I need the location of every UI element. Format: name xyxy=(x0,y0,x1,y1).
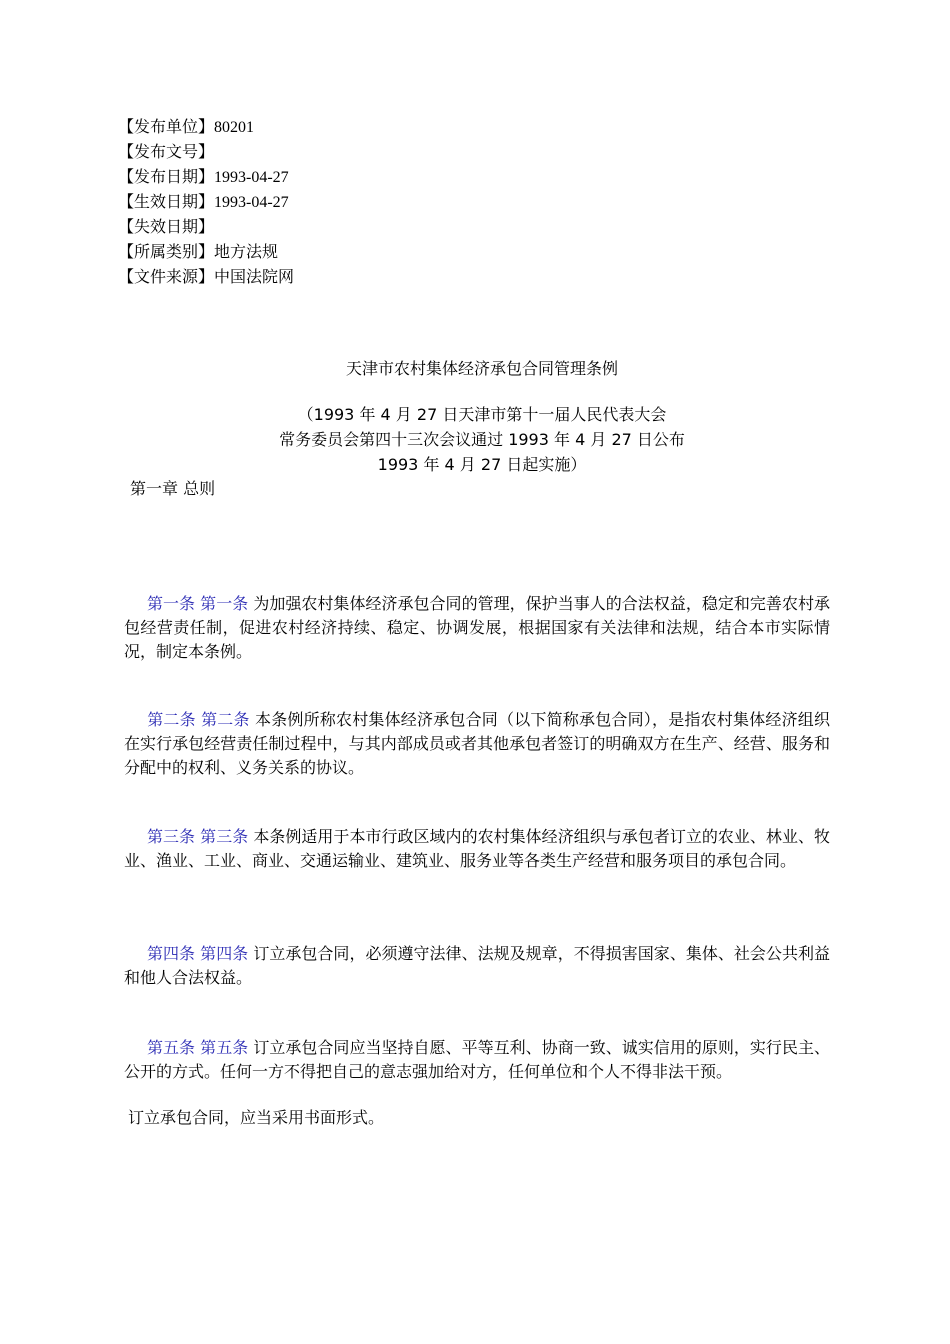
meta-source-label: 【文件来源】 xyxy=(118,267,215,286)
meta-publish-date-label: 【发布日期】 xyxy=(118,167,215,186)
meta-effective-date xyxy=(118,189,294,214)
document-subtitle-line2: 常务委员会第四十三次会议通过 1993 年 4 月 27 日公布 xyxy=(279,430,685,449)
meta-publisher xyxy=(118,114,294,139)
meta-category xyxy=(118,239,294,264)
meta-effective-date-value: 1993-04-27 xyxy=(214,194,289,211)
article-4-label: 第四条 第四条 xyxy=(147,944,249,963)
meta-publisher-label: 【发布单位】 xyxy=(118,117,215,136)
article-3-text: 本条例适用于本市行政区域内的农村集体经济组织与承包者订立的农业、林业、牧业、渔业、工业、商业、交通运输业、建筑业、服务业等各类生产经营和服务项目的承包合同。 xyxy=(124,827,830,870)
meta-expiry-date-label: 【失效日期】 xyxy=(118,217,215,236)
meta-category-value: 地方法规 xyxy=(214,242,279,261)
article-1 xyxy=(124,592,830,664)
article-4-text: 订立承包合同，必须遵守法律、法规及规章，不得损害国家、集体、社会公共利益和他人合法权益。 xyxy=(124,944,830,987)
article-5 xyxy=(124,1036,830,1084)
document-subtitle-line3: 1993 年 4 月 27 日起实施） xyxy=(377,455,587,474)
article-1-label: 第一条 第一条 xyxy=(147,594,249,613)
article-1-text: 为加强农村集体经济承包合同的管理，保护当事人的合法权益，稳定和完善农村承包经营责任制，促进农村经济持续、稳定、协调发展，根据国家有关法律和法规，结合本市实际情况，制定本条例。 xyxy=(124,594,830,661)
article-4 xyxy=(124,942,830,990)
meta-effective-date-label: 【生效日期】 xyxy=(118,192,215,211)
document-metadata xyxy=(118,114,294,289)
meta-publisher-value: 80201 xyxy=(214,119,255,136)
meta-doc-number-label: 【发布文号】 xyxy=(118,142,215,161)
document-subtitle-line1: （1993 年 4 月 27 日天津市第十一届人民代表大会 xyxy=(297,405,667,424)
meta-expiry-date xyxy=(118,214,294,239)
article-2-label: 第二条 第二条 xyxy=(147,710,250,729)
meta-source-value: 中国法院网 xyxy=(214,267,295,286)
article-5-label: 第五条 第五条 xyxy=(147,1038,249,1057)
article-2 xyxy=(124,708,830,780)
article-5-text: 订立承包合同应当坚持自愿、平等互利、协商一致、诚实信用的原则，实行民主、公开的方式。任何一方不得把自己的意志强加给对方，任何单位和个人不得非法干预。 xyxy=(124,1038,830,1081)
article-3 xyxy=(124,825,830,873)
article-3-label: 第三条 第三条 xyxy=(147,827,249,846)
meta-category-label: 【所属类别】 xyxy=(118,242,215,261)
chapter-heading: 第一章 总则 xyxy=(130,479,216,498)
article-5-paragraph-2: 订立承包合同，应当采用书面形式。 xyxy=(128,1108,385,1127)
meta-source xyxy=(118,264,294,289)
document-title: 天津市农村集体经济承包合同管理条例 xyxy=(345,359,618,378)
meta-doc-number xyxy=(118,139,294,164)
meta-publish-date-value: 1993-04-27 xyxy=(214,169,289,186)
article-2-text: 本条例所称农村集体经济承包合同（以下简称承包合同），是指农村集体经济组织在实行承包经营责任制过程中，与其内部成员或者其他承包者签订的明确双方在生产、经营、服务和分配中的权利、义务关系的协议。 xyxy=(124,710,831,777)
meta-publish-date xyxy=(118,164,294,189)
